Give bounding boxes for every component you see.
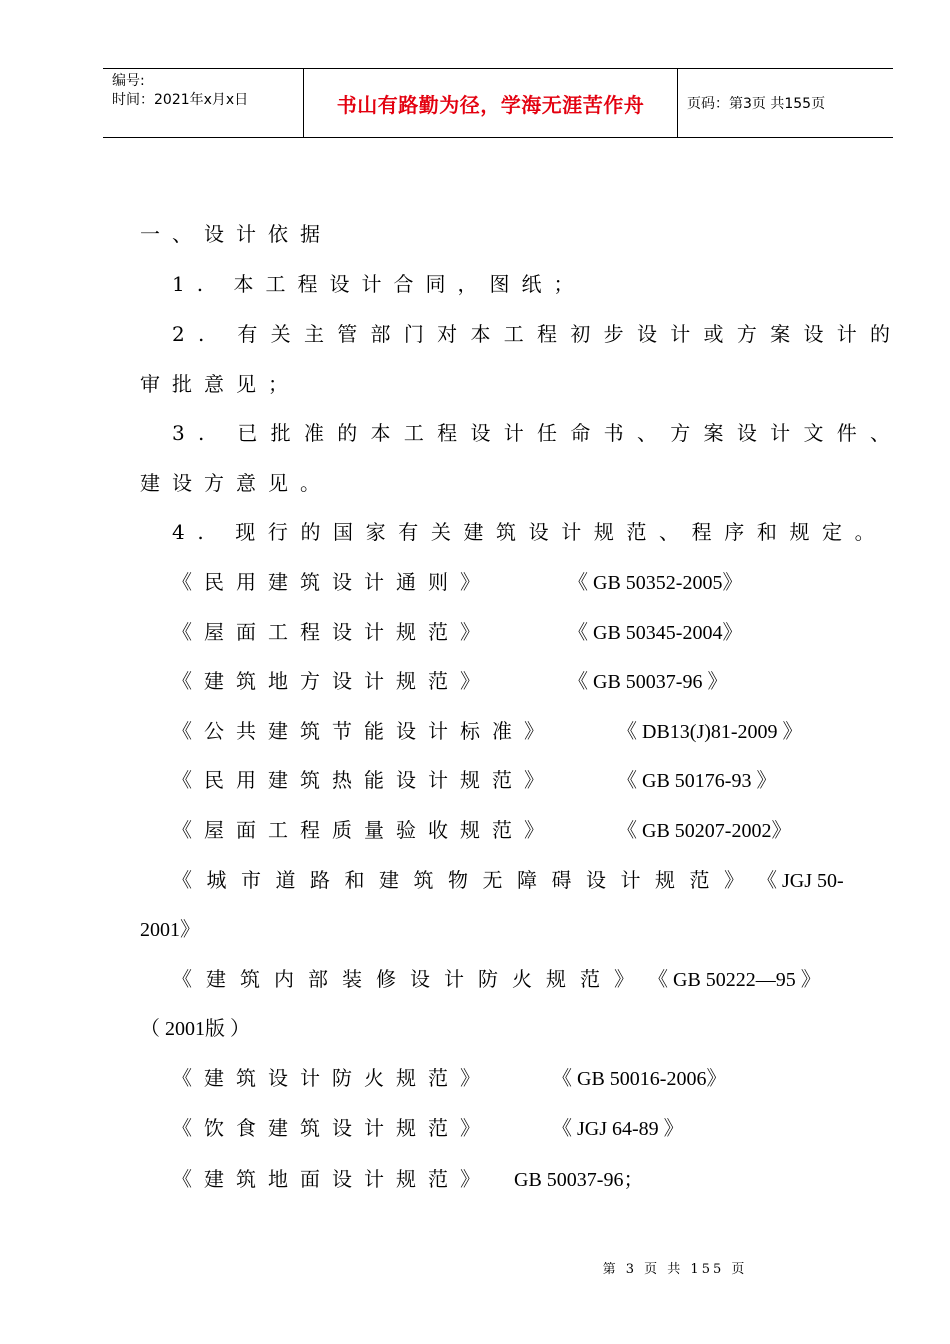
header-motto: 书山有路勤为径，学海无涯苦作舟 [304,69,678,137]
standard-code: 《 GB 50222—95 》 [648,969,821,991]
standard-name: 《建筑设计防火规范》 [172,1066,492,1090]
standard-name: 《公共建筑节能设计标准》 [172,719,556,743]
page-header [103,68,893,138]
standard-code: 《 GB 50037-96 》 [568,671,728,693]
standard-name-cont: 2001》 [140,919,200,941]
standard-code: GB 50037-96； [514,1169,644,1191]
standard-code: 《 JGJ 64-89 》 [552,1118,684,1140]
standard-name: 《建筑地方设计规范》 [172,669,492,693]
time-label: 时间：2021年x月x日 [112,92,249,108]
standard-code: 《 GB 50345-2004》 [568,622,743,644]
standard-code: 《 GB 50352-2005》 [568,572,743,594]
standard-code: 《 DB13(J)81-2009 》 [617,721,803,743]
item-1: 1. 本工程设计合同，图纸； [172,272,586,296]
header-page-info: 页码：第3页 共155页 [687,96,826,112]
item-3-cont: 建设方意见。 [140,471,332,495]
standard-code: 《 GB 50016-2006》 [552,1068,727,1090]
standard-code: 《 JGJ 50- [757,870,844,892]
standard-name: 《建筑地面设计规范》 [172,1167,492,1191]
number-label: 编号: [112,73,145,89]
standard-name: 《饮食建筑设计规范》 [172,1116,492,1140]
section-title: 一、设计依据 [140,222,332,246]
standard-name: 《民用建筑热能设计规范》 [172,768,556,792]
page-footer: 第 3 页 共 155 页 [602,1262,748,1277]
standard-code: 《 GB 50207-2002》 [617,820,792,842]
standard-name: 《民用建筑设计通则》 [172,570,492,594]
item-3: 3. 已批准的本工程设计任命书、方案设计文件、 [172,421,904,445]
standard-code: 《 GB 50176-93 》 [617,770,777,792]
item-4: 4. 现行的国家有关建筑设计规范、程序和规定。 [172,520,888,544]
standard-name-cont: （ 2001版 ） [140,1018,250,1040]
standard-name: 《建筑内部装修设计防火规范》 [172,967,648,991]
item-2: 2. 有关主管部门对本工程初步设计或方案设计的 [172,322,904,346]
standard-name: 《屋面工程设计规范》 [172,620,492,644]
standard-name: 《城市道路和建筑物无障碍设计规范》 [172,868,759,892]
header-meta [103,69,304,137]
standard-name: 《屋面工程质量验收规范》 [172,818,556,842]
item-2-cont: 审批意见； [140,372,300,396]
